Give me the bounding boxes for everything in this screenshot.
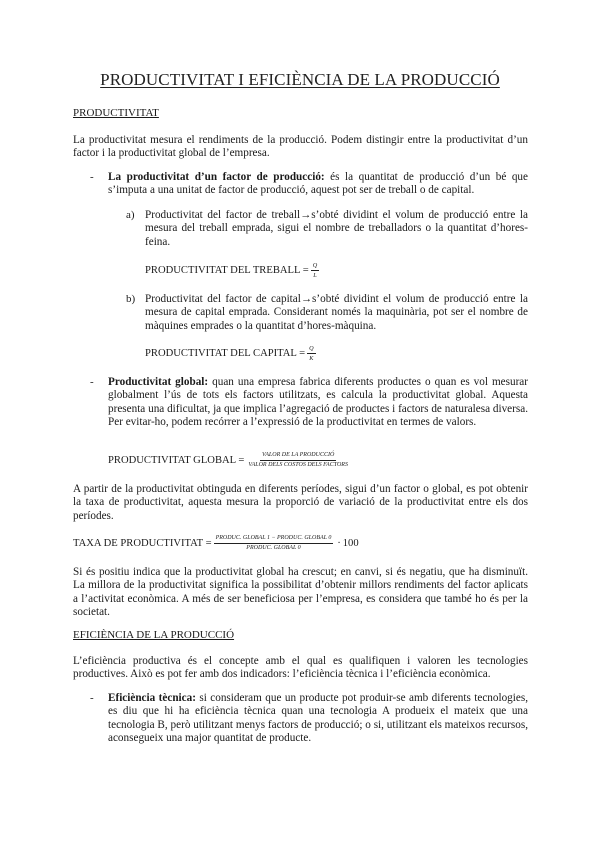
fraction-denominator: VALOR DELS COSTOS DELS FACTORS — [248, 462, 348, 468]
formula-factor: 100 — [342, 538, 359, 549]
formula-label: PRODUCTIVITAT GLOBAL = — [108, 455, 245, 466]
multiply-sign: · — [337, 538, 341, 549]
fraction-denominator: PRODUC. GLOBAL 0 — [246, 545, 301, 551]
fraction — [246, 452, 350, 469]
bullet-marker: - — [90, 376, 94, 388]
global-productivity-formula — [108, 452, 352, 469]
intro-paragraph: La productivitat mesura el rendiments de la producció. Podem distingir entre la productivitat d’un factor i la productivitat global de l’empresa. — [73, 134, 528, 160]
fraction-denominator: L — [313, 272, 317, 279]
bullet-text: si consideram que un producte pot produir-se amb diferents tecnologies, es diu que hi ha eficiència tècnica quan una tecnologia A produeix el mateix que una tecnologia B, però utilitzant menys factors de producció; o si, utilitzant els mateixos recursos, aconsegueix una major quantitat de producte. — [108, 692, 528, 744]
list-letter-a: a) — [126, 209, 135, 221]
labour-productivity-text: Productivitat del factor de treball→s’obté dividint el volum de producció entre la mesura del treball emprada, sigui el nombre de treballadors o la quantitat d’hores-feina. — [145, 209, 528, 248]
page-title: PRODUCTIVITAT I EFICIÈNCIA DE LA PRODUCCIÓ — [100, 70, 500, 89]
list-letter-b: b) — [126, 293, 136, 305]
bullet-term: La productivitat d’un factor de producció: — [108, 171, 325, 183]
formula-label: TAXA DE PRODUCTIVITAT = — [73, 538, 212, 549]
fraction-numerator: PRODUC. GLOBAL 1 − PRODUC. GLOBAL 0 — [214, 535, 334, 544]
fraction — [214, 535, 334, 552]
section-heading-eficiencia: EFICIÈNCIA DE LA PRODUCCIÓ — [73, 629, 235, 641]
fraction-denominator: K — [309, 355, 314, 362]
efficiency-intro-paragraph: L’eficiència productiva és el concepte amb el qual es qualifiquen i valoren les tecnologies productives. Això es pot fer amb dos indicadors: l’eficiència tècnica i l’eficiència econòmica. — [73, 655, 528, 681]
sign-interpretation-paragraph: Si és positiu indica que la productivitat global ha crescut; en canvi, si és negatiu, que ha disminuït. La millora de la productivitat significa la possibilitat d’obtenir millors rendiments del factor aplicats a l’activitat econòmica. A més de ser beneficiosa per l’empresa, es considera que també ho és per la societat. — [73, 566, 528, 618]
productivity-rate-formula — [73, 535, 359, 552]
labour-productivity-formula — [145, 262, 321, 279]
fraction — [311, 262, 319, 279]
bullet-marker: - — [90, 171, 94, 183]
formula-label: PRODUCTIVITAT DEL TREBALL = — [145, 265, 309, 276]
fraction-numerator: Q — [312, 262, 318, 269]
fraction — [307, 345, 315, 362]
capital-productivity-formula — [145, 345, 318, 362]
capital-productivity-text: Productivitat del factor de capital→s’obté dividint el volum de producció entre la mesura de capital emprada. Considerant només la maquinària, pot ser el nombre de màquines emprades o la quantitat d’hores-màquina. — [145, 293, 528, 332]
bullet-global-productivity — [108, 376, 528, 429]
formula-label: PRODUCTIVITAT DEL CAPITAL = — [145, 348, 306, 359]
fraction-numerator: VALOR DE LA PRODUCCIÓ — [260, 452, 336, 461]
productivity-rate-paragraph: A partir de la productivitat obtinguda en diferents períodes, sigui d’un factor o global, es pot obtenir la taxa de productivitat, aquesta mesura la proporció de variació de la productivitat entre els dos períodes. — [73, 483, 528, 522]
bullet-text: és la quantitat de producció d’un bé que s’imputa a una unitat de factor de producció, aquest pot ser de treball o de capital. — [108, 171, 528, 197]
bullet-text: quan una empresa fabrica diferents productes o quan es vol mesurar globalment l’ús de tots els factors utilitzats, es calcula la productivitat global. Aquesta presenta una dificultat, ja que implica l’agregació de productes i factors de naturalesa diversa. Per evitar-ho, podem recórrer a l’expressió de la productivitat en termes de valors. — [108, 376, 528, 428]
bullet-technical-efficiency — [108, 692, 528, 745]
fraction-numerator: Q — [309, 345, 314, 352]
bullet-term: Productivitat global: — [108, 376, 209, 388]
section-heading-productivitat: PRODUCTIVITAT — [73, 107, 159, 119]
bullet-term: Eficiència tècnica: — [108, 692, 196, 704]
bullet-marker: - — [90, 692, 94, 704]
bullet-factor-productivity — [108, 171, 528, 198]
